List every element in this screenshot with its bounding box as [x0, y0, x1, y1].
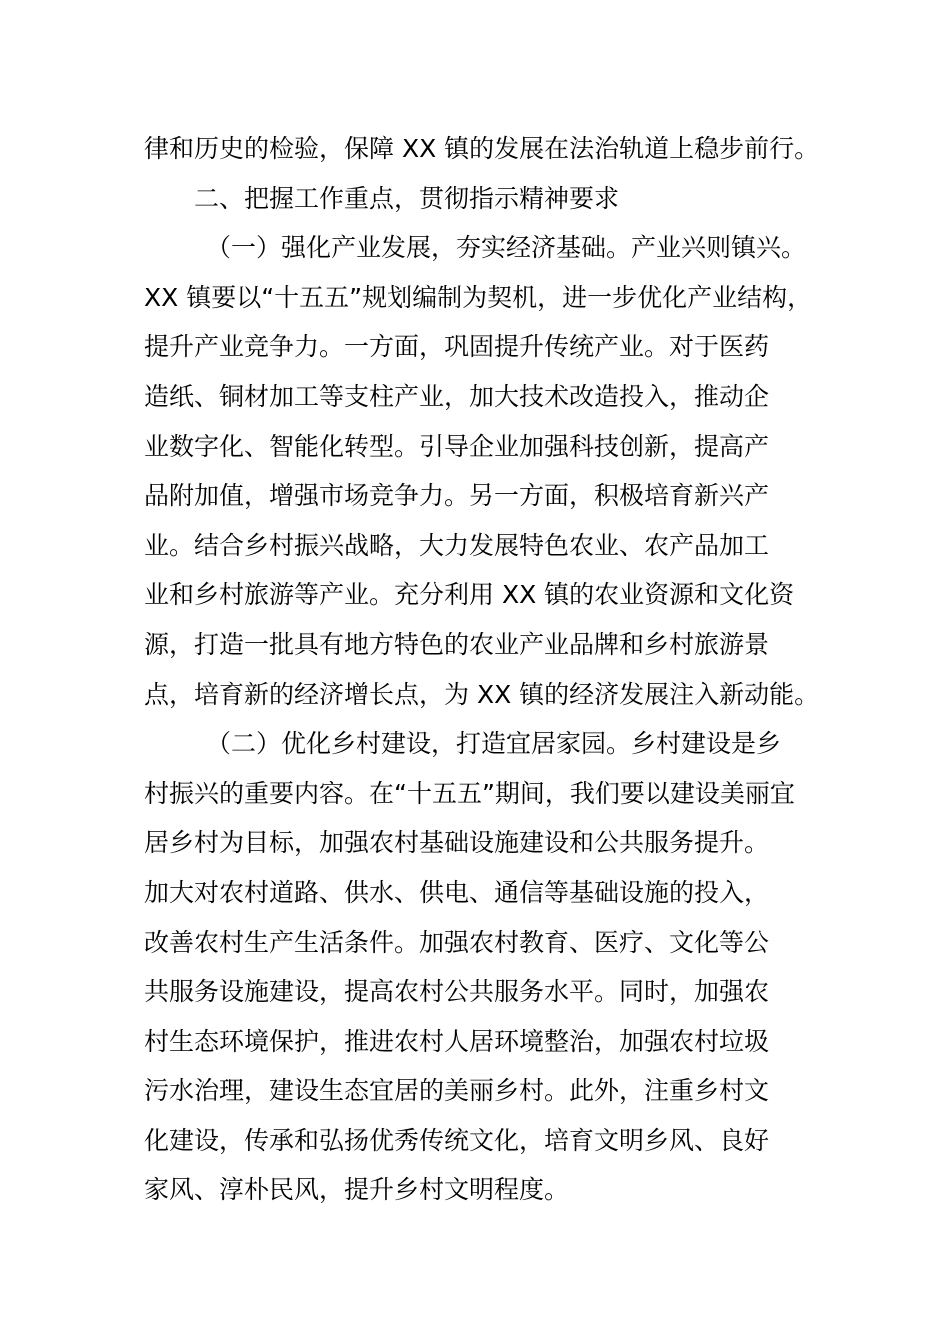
text-line: 源，打造一批具有地方特色的农业产业品牌和乡村旅游景	[144, 629, 770, 659]
text-line: 加大对农村道路、供水、供电、通信等基础设施的投入，	[144, 877, 770, 907]
text-line: 改善农村生产生活条件。加强农村教育、医疗、文化等公	[144, 927, 770, 957]
section-heading: 二、把握工作重点，贯彻指示精神要求	[194, 183, 620, 213]
subsection-heading-2: （二）优化乡村建设，打造宜居家园。乡村建设是乡	[206, 729, 782, 759]
text-line: 提升产业竞争力。一方面，巩固提升传统产业。对于医药	[144, 332, 770, 362]
text-line: XX 镇要以“十五五”规划编制为契机，进一步优化产业结构，	[144, 282, 813, 312]
text-line: 化建设，传承和弘扬优秀传统文化，培育文明乡风、良好	[144, 1125, 770, 1155]
text-line: 业和乡村旅游等产业。充分利用 XX 镇的农业资源和文化资	[144, 580, 795, 610]
document-body	[144, 124, 834, 1215]
subsection-heading-1: （一）强化产业发展，夯实经济基础。产业兴则镇兴。	[206, 233, 807, 263]
text-line: 村振兴的重要内容。在“十五五”期间，我们要以建设美丽宜	[144, 778, 795, 808]
text-line: 居乡村为目标，加强农村基础设施建设和公共服务提升。	[144, 828, 770, 858]
text-line: 家风、淳朴民风，提升乡村文明程度。	[144, 1175, 570, 1205]
text-line: 污水治理，建设生态宜居的美丽乡村。此外，注重乡村文	[144, 1076, 770, 1106]
text-line: 村生态环境保护，推进农村人居环境整治，加强农村垃圾	[144, 1026, 770, 1056]
text-line: 共服务设施建设，提高农村公共服务水平。同时，加强农	[144, 977, 770, 1007]
text-line: 点，培育新的经济增长点，为 XX 镇的经济发展注入新动能。	[144, 679, 820, 709]
text-line: 业。结合乡村振兴战略，大力发展特色农业、农产品加工	[144, 530, 770, 560]
text-line: 业数字化、智能化转型。引导企业加强科技创新，提高产	[144, 431, 770, 461]
text-line: 品附加值，增强市场竞争力。另一方面，积极培育新兴产	[144, 481, 770, 511]
text-line: 造纸、铜材加工等支柱产业，加大技术改造投入，推动企	[144, 381, 770, 411]
text-line: 律和历史的检验，保障 XX 镇的发展在法治轨道上稳步前行。	[144, 134, 820, 163]
